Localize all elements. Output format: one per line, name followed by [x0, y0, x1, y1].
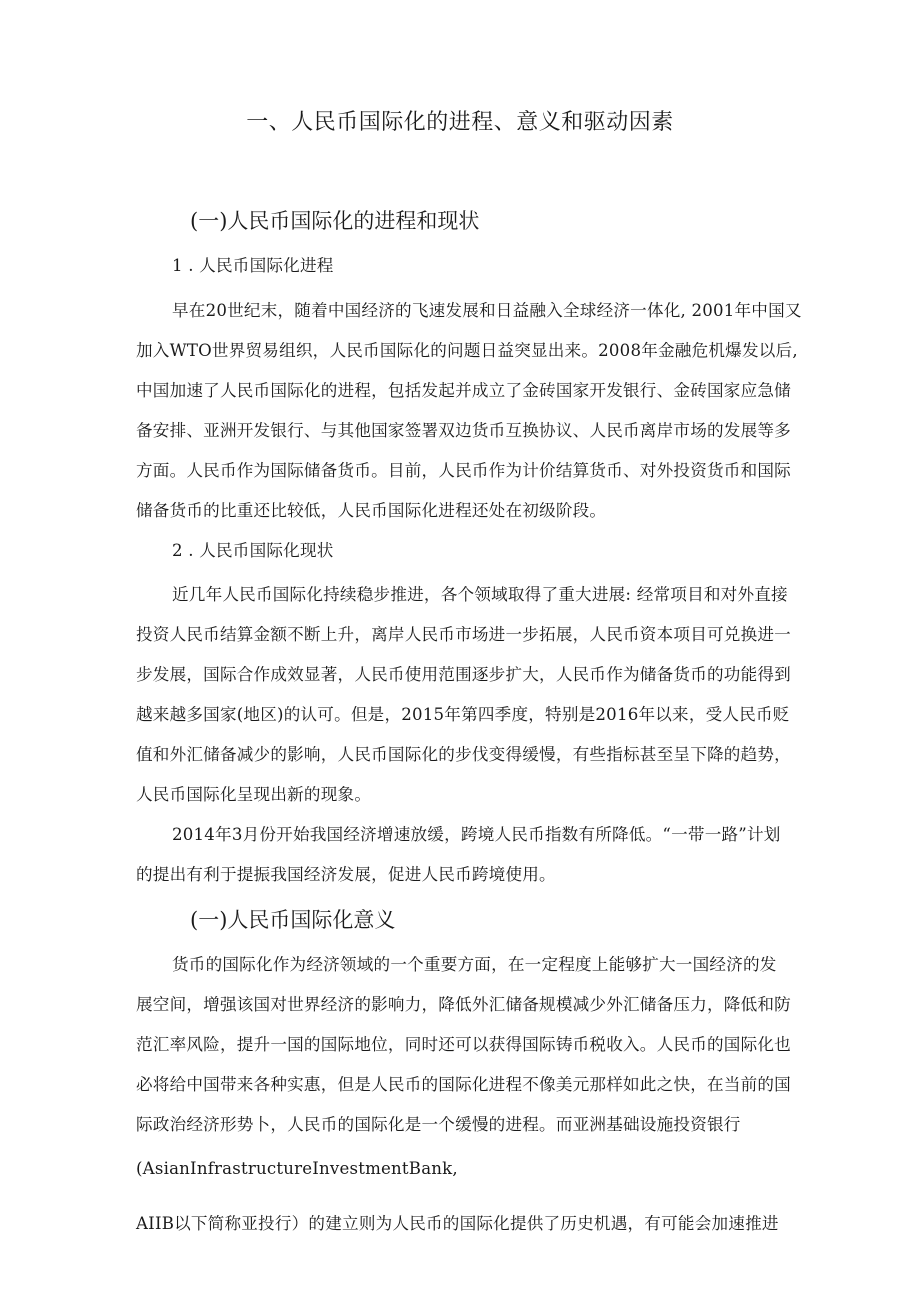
paragraph-line: 备安排、亚洲开发银行、与其他国家签署双边货币互换协议、人民币离岸市场的发展等多: [136, 421, 791, 440]
paragraph-line: 方面。人民币作为国际储备货币。目前，人民币作为计价结算货币、对外投资货币和国际: [136, 461, 791, 480]
paragraph-line: 的提出有利于提振我国经济发展，促进人民币跨境使用。: [136, 865, 556, 884]
paragraph-line: 加入WTO世界贸易组织，人民币国际化的问题日益突显出来。2008年金融危机爆发以后,: [136, 341, 798, 360]
paragraph-line: 投资人民币结算金额不断上升，离岸人民币市场进一步拓展，人民币资本项目可兑换进一: [136, 625, 791, 644]
paragraph-line: 范汇率风险，提升一国的国际地位，同时还可以获得国际铸币税收入。人民币的国际化也: [136, 1035, 791, 1054]
paragraph-line: AIIB以下简称亚投行）的建立则为人民币的国际化提供了历史机遇，有可能会加速推进: [136, 1214, 779, 1233]
paragraph-line: 际政治经济形势卜，人民币的国际化是一个缓慢的进程。而亚洲基础设施投资银行: [136, 1115, 741, 1134]
paragraph-line: 值和外汇储备减少的影响，人民币国际化的步伐变得缓慢，有些指标甚至呈下降的趋势，: [136, 745, 791, 764]
paragraph-line: 早在20世纪末，随着中国经济的飞速发展和日益融入全球经济一体化, 2001年中国又: [172, 301, 802, 320]
paragraph-line: 中国加速了人民币国际化的进程，包括发起并成立了金砖国家开发银行、金砖国家应急储: [136, 381, 791, 400]
page-title: 一、人民币国际化的进程、意义和驱动因素: [246, 110, 674, 135]
paragraph-line: 人民币国际化呈现出新的现象。: [136, 785, 372, 804]
paragraph-line: 货币的国际化作为经济领域的一个重要方面，在一定程度上能够扩大一国经济的发: [172, 955, 777, 974]
subsection-heading-process: 1 . 人民币国际化进程: [172, 256, 334, 275]
paragraph-line: 储备货币的比重还比较低，人民币国际化进程还处在初级阶段。: [136, 501, 607, 520]
paragraph-line: 越来越多国家(地区)的认可。但是，2015年第四季度，特别是2016年以来，受人民币贬: [136, 705, 790, 724]
paragraph-line: 2014年3月份开始我国经济增速放缓，跨境人民币指数有所降低。“一带一路”计划: [172, 825, 781, 844]
section-heading-significance: (一)人民币国际化意义: [190, 908, 396, 932]
paragraph-line: (AsianInfrastructureInvestmentBank,: [136, 1159, 458, 1178]
paragraph-line: 步发展，国际合作成效显著，人民币使用范围逐步扩大，人民币作为储备货币的功能得到: [136, 665, 791, 684]
paragraph-line: 必将给中国带来各种实惠，但是人民币的国际化进程不像美元那样如此之快，在当前的国: [136, 1075, 791, 1094]
subsection-heading-status: 2 . 人民币国际化现状: [172, 541, 334, 560]
section-heading-progress: (一)人民币国际化的进程和现状: [190, 209, 480, 233]
paragraph-line: 近几年人民币国际化持续稳步推进，各个领域取得了重大进展: 经常项目和对外直接: [172, 585, 788, 604]
paragraph-line: 展空间，增强该国对世界经济的影响力，降低外汇储备规模减少外汇储备压力，降低和防: [136, 995, 791, 1014]
